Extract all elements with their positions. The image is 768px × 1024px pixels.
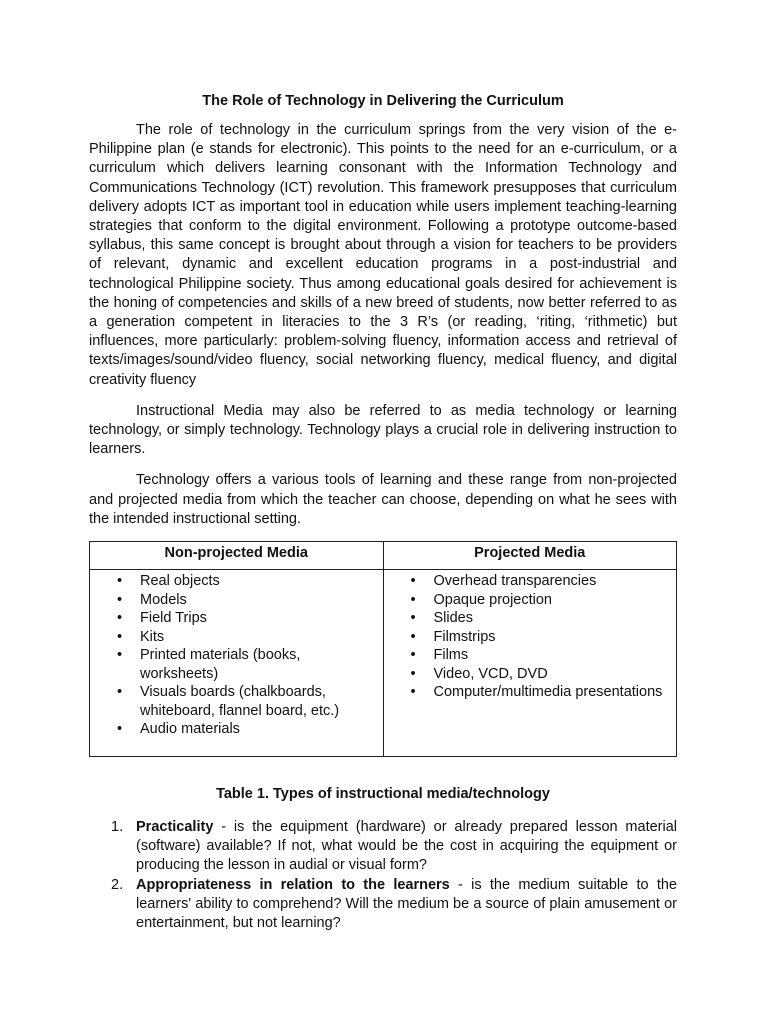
criterion-practicality	[89, 818, 677, 876]
non-projected-cell	[90, 570, 384, 757]
document-page	[89, 92, 677, 933]
projected-list	[388, 572, 673, 702]
header-non-projected: Non-projected Media	[90, 542, 384, 570]
list-item: • Films	[388, 646, 673, 665]
table-header-row	[90, 542, 677, 570]
criterion-number: 1.	[111, 819, 124, 836]
paragraph-role-of-technology: The role of technology in the curriculum springs from the very vision of the e-Philippine plan (e stands for electronic). This points to the need for an e-curriculum, or a curriculum which delivers learning consonant with the Information Technology and Communications Technology (ICT) revolution. This framework presupposes that curriculum delivery adopts ICT as important tool in education while users implement teaching-learning strategies that conform to the digital environment. Following a prototype outcome-based syllabus, this same concept is brought about through a vision for teachers to be providers of relevant, dynamic and excellent education programs in a post-industrial and technological Philippine society. Thus among educational goals desired for achievement is the honing of competencies and skills of a new breed of students, now better referred to as a generation competent in literacies to the 3 R’s (or reading, ‘riting, ‘rithmetic) but influences, more particularly: problem-solving fluency, information access and retrieval of texts/images/sound/video fluency, social networking fluency, medical fluency, and digital creativity fluency	[89, 122, 677, 388]
list-item: • Overhead transparencies	[388, 572, 673, 591]
list-item: • Real objects	[94, 572, 379, 591]
criterion-text: - is the medium suitable to the learners' ability to comprehend? Will the medium be a source of plain amusement or entertainment, but not learning?	[136, 876, 677, 932]
criterion-term: Practicality	[136, 819, 214, 836]
list-item: • Audio materials	[94, 720, 379, 739]
paragraph-instructional-media: Instructional Media may also be referred to as media technology or learning technology, or simply technology. Technology plays a crucial role in delivering instruction to learners.	[89, 402, 677, 458]
list-item: • Computer/multimedia presentations	[388, 683, 673, 702]
list-item: • Field Trips	[94, 609, 379, 628]
document-title: The Role of Technology in Delivering the Curriculum	[202, 93, 564, 109]
criterion-number: 2.	[111, 876, 124, 893]
non-projected-list	[94, 572, 379, 739]
header-projected: Projected Media	[383, 542, 677, 570]
list-item: • Video, VCD, DVD	[388, 665, 673, 684]
media-types-table	[89, 541, 677, 757]
paragraph-tools-of-learning: Technology offers a various tools of learning and these range from non-projected and projected media from which the teacher can choose, depending on what he sees with the intended instructional setting.	[89, 472, 677, 527]
list-item: • Slides	[388, 609, 673, 628]
criterion-appropriateness	[89, 876, 677, 934]
list-item: • Filmstrips	[388, 628, 673, 647]
list-item: • Opaque projection	[388, 591, 673, 610]
projected-cell	[383, 570, 677, 757]
list-item: • Visuals boards (chalkboards, whiteboard, flannel board, etc.)	[94, 683, 379, 720]
criterion-term: Appropriateness in relation to the learners	[136, 876, 450, 893]
criterion-text: - is the equipment (hardware) or already prepared lesson material (software) available? If not, what would be the cost in acquiring the equipment or producing the lesson in audial or visual form?	[136, 819, 677, 874]
list-item: • Kits	[94, 628, 379, 647]
list-item: • Printed materials (books, worksheets)	[94, 646, 379, 683]
list-item: • Models	[94, 591, 379, 610]
table-caption: Table 1. Types of instructional media/technology	[216, 786, 550, 803]
table-row	[90, 570, 677, 757]
criteria-list	[89, 818, 677, 933]
